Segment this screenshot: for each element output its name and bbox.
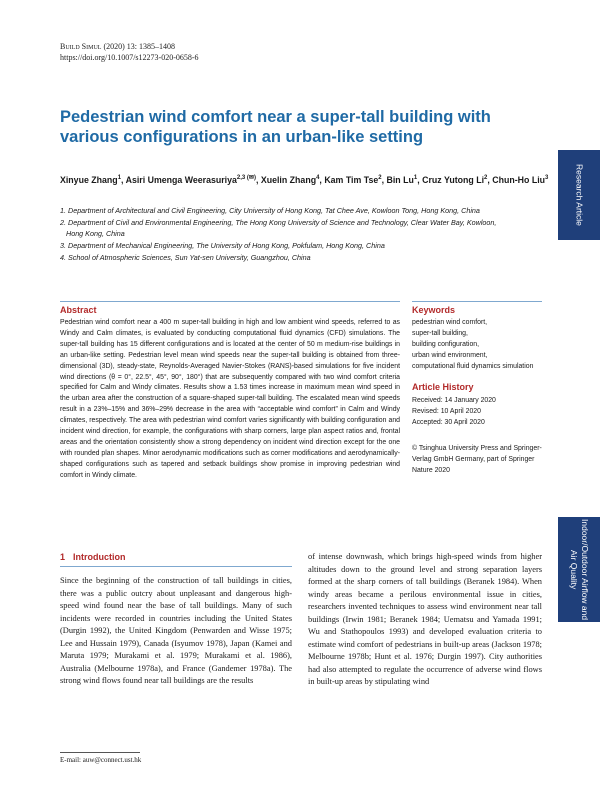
article-type-label: Research Article	[574, 164, 585, 226]
author	[126, 175, 256, 185]
history-heading: Article History	[412, 382, 474, 392]
abstract-heading: Abstract	[60, 305, 97, 315]
affiliation	[60, 241, 540, 252]
author-affiliation-mark: 2,3 (✉)	[236, 175, 256, 181]
author-name: Chun-Ho Liu	[492, 174, 546, 185]
copyright-notice: © Tsinghua University Press and Springer-Verlag GmbH Germany, part of Springer Nature 2020	[412, 445, 542, 474]
section-number: 1	[60, 552, 66, 562]
author	[261, 175, 320, 185]
affiliation-number: 3.	[60, 240, 66, 250]
affiliation-text: Department of Civil and Environmental Engineering, The Hong Kong University of Science and Technology, Clear Water Bay, Kowloon,	[68, 217, 497, 227]
article-type-tab	[558, 150, 600, 240]
sidebar-rule	[412, 301, 542, 302]
author-affiliation-mark: 1	[413, 175, 418, 181]
journal-volume: (2020) 13: 1385–1408	[101, 42, 176, 51]
author-name: Cruz Yutong Li	[422, 174, 485, 185]
introduction-heading	[60, 551, 126, 563]
author-affiliation-mark: 1	[117, 175, 122, 181]
author	[422, 175, 487, 185]
introduction-rule	[60, 566, 292, 567]
keyword-item: computational fluid dynamics simulation	[412, 362, 534, 370]
history-revised: Revised: 10 April 2020	[412, 408, 481, 415]
intro-column-right: of intense downwash, which brings high-speed winds from higher altitudes down to the ground level and strong separation layers formed at the sharp corners of tall buildings (Beranek 1984). When windy areas became a perilous environmental issue in cities, researchers invented techniques to assess wind environment near tall buildings (Irwin 1981; Beranek 1984; Uematsu and Yamada 1991; Wu and Stathopoulos 1993) and developed evaluation criteria to estimate wind comfort of pedestrians in built-up areas (Jackson 1978; Melbourne 1978b; Hunt et al. 1976; Durgin 1997). City authorities had also attempted to regulate the occurrence of adverse wind flows in built-up areas by stipulating wind	[308, 552, 542, 687]
doi-link[interactable]: https://doi.org/10.1007/s12273-020-0658-6	[60, 53, 199, 62]
author-name: Xinyue Zhang	[60, 174, 118, 185]
keyword-item: pedestrian wind comfort,	[412, 319, 488, 326]
author-list: Xinyue Zhang$^1$, Asiri Umenga Weerasuriya$^{2,3 (✉)}$, Xuelin Zhang$^4$, Kam Tim Tse$^2$, Bin Lu$^1$, Cruz Yutong Li$^2$, Chun-Ho Liu$^3$	[60, 174, 549, 185]
affiliation-number: 1.	[60, 206, 66, 215]
history-accepted: Accepted: 30 April 2020	[412, 419, 485, 426]
author-name: Xuelin Zhang	[260, 174, 317, 185]
affiliation-text: School of Atmospheric Sciences, Sun Yat-sen University, Guangzhou, China	[68, 252, 311, 262]
history-list	[412, 395, 552, 428]
affiliation-text-continued: Hong Kong, China	[66, 228, 125, 238]
footnote-rule	[60, 752, 140, 753]
affiliation	[60, 253, 540, 264]
affiliation-number: 2.	[60, 217, 66, 227]
topic-label: Indoor/Outdoor Airflow and Air Quality	[569, 518, 590, 621]
author	[60, 175, 121, 185]
corresponding-email: E-mail: auw@connect.ust.hk	[60, 756, 142, 764]
author-name: Bin Lu	[386, 174, 414, 185]
paper-title: Pedestrian wind comfort near a super-tall building with various configurations in an urban-like setting	[60, 108, 491, 146]
affiliation-list	[60, 206, 540, 265]
abstract-text: Pedestrian wind comfort near a 400 m super-tall building in high and low ambient wind speeds, referred to as Windy and Calm climates, is evaluated by conducting computational fluid dynamics (CFD) simulations. The super-tall building has 15 different configurations and is located at the center of 50 m medium-rise buildings in an urban-like setting. Pedestrian level mean wind speeds near the super-tall building is obtained from three-dimensional (3D), steady-state, Reynolds-Averaged Navier-Stokes (RANS)-based simulations for five incident wind directions (θ = 0°, 22.5°, 45°, 90°, 180°) that are subsequently compared with two wind comfort criteria specified for Calm and Windy climates. Results show a 1.53 times increase in maximum mean wind speed in the urban area after the construction of a square-shaped super-tall building. The escalated mean wind speeds result in a 23%–15% and 36%–29% decrease in the area with “acceptable wind comfort” in Calm and Windy climates, respectively. The area with pedestrian wind comfort varies significantly with building configuration and incident wind direction, for example, the configurations with sharp corners, large plan aspect ratios and, frontal areas and the orientation consistently show a strong dependency on incident wind direction except for the one with rounded plan shapes. Minor aerodynamic modifications such as corner modifications and aerodynamically-shaped configurations such as tapered and setback buildings show promise in improving pedestrian wind comfort in Windy climate.	[60, 319, 400, 479]
author	[324, 175, 381, 185]
author	[492, 175, 548, 185]
affiliation	[60, 206, 540, 217]
abstract-rule	[60, 301, 400, 302]
keywords-list	[412, 318, 552, 373]
keywords-heading: Keywords	[412, 305, 456, 315]
keyword-item: super-tall building,	[412, 329, 468, 337]
author	[387, 175, 418, 185]
section-title: Introduction	[73, 552, 126, 562]
author-name: Asiri Umenga Weerasuriya	[125, 174, 237, 185]
affiliation	[60, 218, 540, 239]
affiliation-text: Department of Architectural and Civil Engineering, City University of Hong Kong, Tat Chee Ave, Kowloon Tong, Hong Kong, China	[68, 206, 480, 215]
affiliation-text: Department of Mechanical Engineering, The University of Hong Kong, Pokfulam, Hong Kong, China	[68, 240, 385, 250]
history-received: Received: 14 January 2020	[412, 397, 496, 404]
author-affiliation-mark: 2	[484, 175, 488, 181]
author-name: Kam Tim Tse	[324, 174, 379, 185]
author-affiliation-mark: 3	[545, 175, 549, 181]
topic-tab	[558, 517, 600, 622]
journal-citation	[60, 41, 199, 63]
author-affiliation-mark: 2	[378, 175, 382, 181]
intro-column-left: Since the beginning of the construction of tall buildings in cities, there was a public outcry about unpleasant and dangerous high-speed wind found near the base of tall buildings. Many of such incidents were recorded in countries including the United States (Durgin 1992), the United Kingdom (Penwarden and Wisse 1975; Lee and Hussain 1979), Canada (Isyumov 1978), Japan (Kamei and Maruta 1979; Murakami et al. 1979; Murakami et al. 1986), Australia (Melbourne 1978a), and France (Gandemer 1978a). The strong wind flows found near tall buildings are the results	[60, 576, 292, 686]
author-affiliation-mark: 4	[316, 175, 320, 181]
affiliation-number: 4.	[60, 252, 66, 262]
journal-name: Build Simul	[60, 42, 102, 51]
keyword-item: urban wind environment,	[412, 351, 488, 359]
keyword-item: building configuration,	[412, 340, 480, 348]
